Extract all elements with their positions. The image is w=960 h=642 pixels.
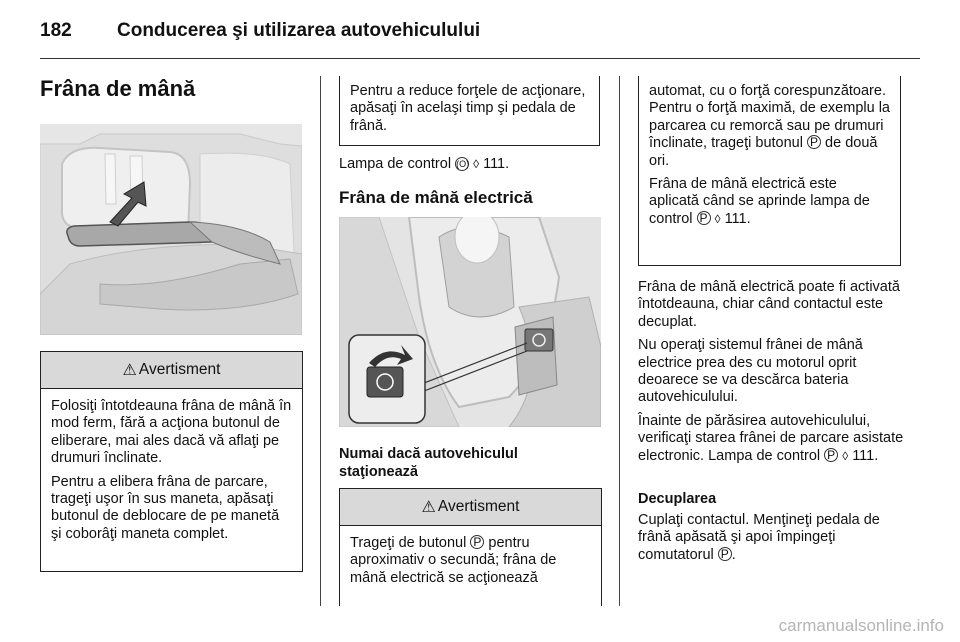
control-lamp-text: Lampa de control xyxy=(339,156,452,172)
page-ref-icon: ◊ xyxy=(714,211,721,226)
brake-lamp-icon: (O) xyxy=(456,159,470,169)
chapter-title: Conducerea şi utilizarea autovehiculului xyxy=(117,20,481,41)
warning-header xyxy=(41,351,302,389)
warning-triangle-icon: ⚠ xyxy=(421,499,436,516)
parking-brake-icon: P xyxy=(697,211,711,225)
box-paragraph-2-ref: 111. xyxy=(724,210,751,227)
warning-text-before: Trageţi de butonul xyxy=(350,535,467,551)
box-paragraph-2-before: Frâna de mână electrică este aplicată când se aprinde lampa de control xyxy=(649,176,870,227)
parking-brake-icon: P xyxy=(470,535,484,549)
watermark: carmanualsonline.info xyxy=(778,616,944,635)
parking-brake-icon: P xyxy=(824,448,838,462)
page-number: 182 xyxy=(40,20,72,41)
paragraph-check-status: Înainte de părăsirea autovehiculului, verificaţi starea frânei de parcare asistate electronic. Lampa de control xyxy=(638,412,904,464)
note-box-reduce-forces xyxy=(339,76,600,146)
warning-title-2: Avertisment xyxy=(437,498,520,515)
only-when-stationary-title: Numai dacă autovehiculul staţionează xyxy=(339,446,518,480)
section-title: Frâna de mână xyxy=(40,76,196,101)
paragraph-battery-warning: Nu operaţi sistemul frânei de mână electrice prea des cu motorul oprit deoarece se va descărca bateria autovehiculului. xyxy=(638,337,863,406)
decouple-text: Cuplaţi contactul. Menţineţi pedala de frână apăsată şi apoi împingeţi comutatorul xyxy=(638,512,880,563)
electric-parking-brake-illustration xyxy=(339,217,601,427)
warning-paragraph-1: Folosiţi întotdeauna frâna de mână în mod ferm, fără a acţiona butonul de eliberare, mai ales dacă vă aflaţi pe drumuri înclinate. xyxy=(51,398,292,467)
warning-text-after: pentru aproximativ o secundă; frâna de mână electrică se acţionează xyxy=(350,535,557,586)
box-paragraph-1-after: de două ori. xyxy=(649,135,878,169)
page-ref-icon: ◊ xyxy=(842,448,849,463)
paragraph-check-status-ref: 111. xyxy=(852,447,879,464)
subsection-title: Frâna de mână electrică xyxy=(339,188,533,207)
warning-paragraph-2: Pentru a elibera frâna de parcare, trageţi uşor în sus maneta, apăsaţi butonul de deblocare de pe manetă şi coborâţi maneta complet. xyxy=(51,473,280,542)
control-lamp-ref: 111. xyxy=(483,156,510,172)
parking-brake-icon: P xyxy=(718,547,732,561)
control-lamp-line xyxy=(339,156,601,173)
decouple-body xyxy=(638,512,908,570)
warning-header-2 xyxy=(340,488,601,526)
note-text: Pentru a reduce forţele de acţionare, apăsaţi în acelaşi timp şi pedala de frână. xyxy=(350,83,586,134)
note-box-automatic xyxy=(638,76,901,266)
column-3-body xyxy=(638,279,906,471)
box-paragraph-1-before: automat, cu o forţă corespunzătoare. Pentru o forţă maximă, de exemplu la parcarea cu remorcă sau pe drumuri înclinate, trageţi butonul xyxy=(649,83,890,152)
page-ref-icon: ◊ xyxy=(473,157,480,171)
column-divider-2 xyxy=(619,76,620,606)
paragraph-always-active: Frâna de mână electrică poate fi activată întotdeauna, chiar când contactul este decuplat. xyxy=(638,279,900,330)
warning-box-electric xyxy=(339,488,602,606)
header-divider xyxy=(40,58,920,59)
handbrake-lever-illustration xyxy=(40,124,302,335)
decouple-title: Decuplarea xyxy=(638,491,717,507)
column-divider-1 xyxy=(320,76,321,606)
warning-box-handbrake xyxy=(40,351,303,572)
decouple-text-end: . xyxy=(731,546,736,563)
warning-title: Avertisment xyxy=(138,361,221,378)
warning-triangle-icon: ⚠ xyxy=(122,362,137,379)
parking-brake-icon: P xyxy=(807,135,821,149)
